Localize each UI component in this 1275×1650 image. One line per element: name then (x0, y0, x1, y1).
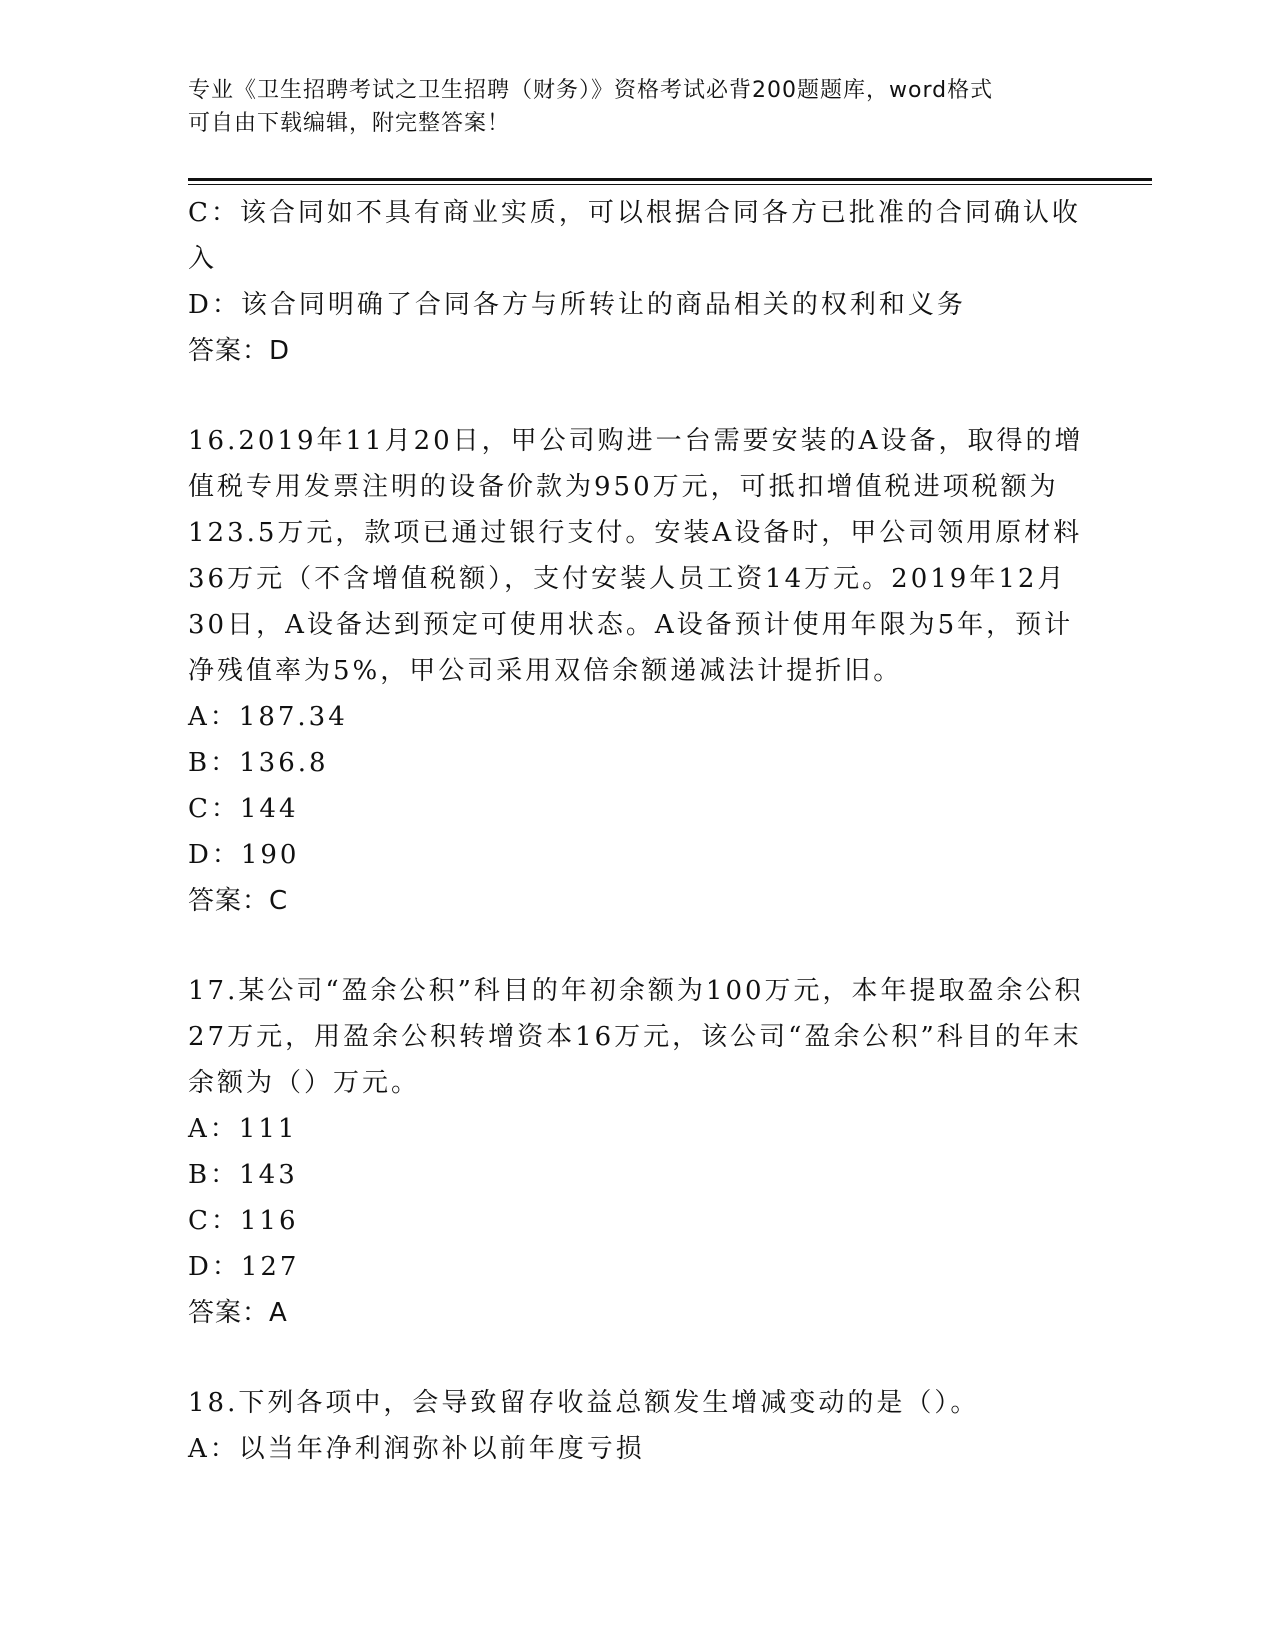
answer-line: 答案：C (188, 886, 289, 916)
document-body (188, 190, 1084, 1472)
spacer (188, 1336, 1084, 1380)
option-d: D：190 (188, 840, 300, 870)
header-rule-thick (188, 178, 1152, 181)
option-c: C：116 (188, 1206, 299, 1236)
option-a: A：111 (188, 1114, 298, 1144)
answer-line: 答案：A (188, 1298, 288, 1328)
question-17 (188, 968, 1084, 1336)
spacer (188, 924, 1084, 968)
header-title-line-1: 专业《卫生招聘考试之卫生招聘（财务）》资格考试必背200题题库，word格式 (188, 78, 994, 103)
header-rule-thin (188, 184, 1152, 185)
option-b: B：143 (188, 1160, 298, 1190)
option-b: B：136.8 (188, 748, 329, 778)
question-stem: 18.下列各项中，会导致留存收益总额发生增减变动的是（）。 (188, 1388, 980, 1418)
header-title-line-2: 可自由下载编辑，附完整答案！ (188, 111, 511, 136)
option-a: A：以当年净利润弥补以前年度亏损 (188, 1434, 645, 1464)
question-15-fragment (188, 190, 1084, 374)
question-16 (188, 418, 1084, 924)
document-header (188, 74, 1088, 140)
answer-line: 答案：D (188, 336, 291, 366)
option-c: C：该合同如不具有商业实质，可以根据合同各方已批准的合同确认收入 (188, 198, 1081, 274)
question-stem: 16.2019年11月20日，甲公司购进一台需要安装的A设备，取得的增值税专用发票注明的设备价款为950万元，可抵扣增值税进项税额为123.5万元，款项已通过银行支付。安装A设备时，甲公司领用原材料36万元（不含增值税额），支付安装人员工资14万元。2019年12月30日，A设备达到预定可使用状态。A设备预计使用年限为5年，预计净残值率为5%，甲公司采用双倍余额递减法计提折旧。 (188, 426, 1084, 686)
question-stem: 17.某公司“盈余公积”科目的年初余额为100万元，本年提取盈余公积27万元，用盈余公积转增资本16万元，该公司“盈余公积”科目的年末余额为（）万元。 (188, 976, 1084, 1098)
option-d: D：127 (188, 1252, 300, 1282)
option-d: D：该合同明确了合同各方与所转让的商品相关的权利和义务 (188, 290, 966, 320)
option-c: C：144 (188, 794, 299, 824)
option-a: A：187.34 (188, 702, 348, 732)
question-18 (188, 1380, 1084, 1472)
spacer (188, 374, 1084, 418)
